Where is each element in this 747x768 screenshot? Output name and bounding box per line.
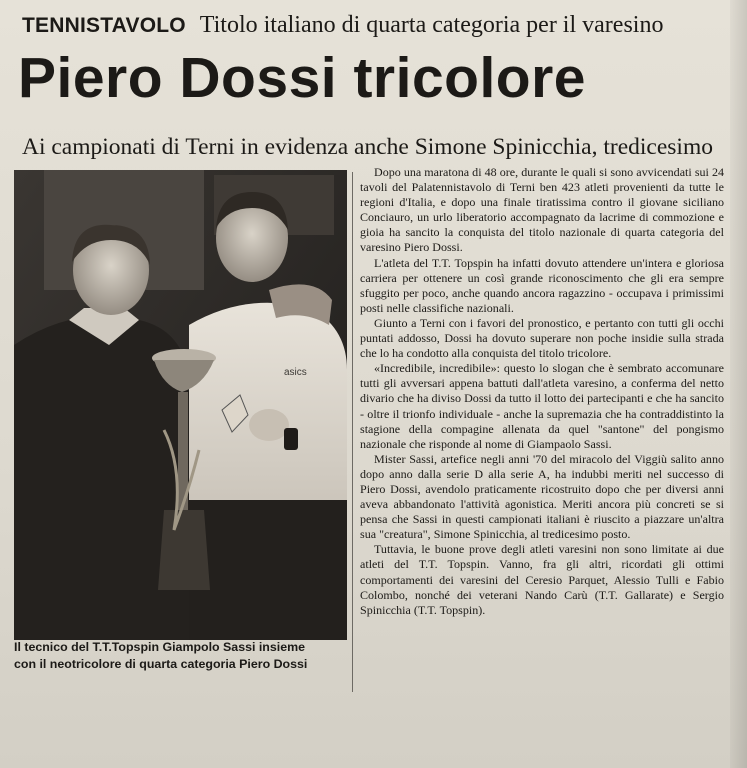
shirt-logo-text: asics xyxy=(284,367,307,378)
column-divider xyxy=(352,172,353,692)
article-photo xyxy=(14,170,347,640)
article-body xyxy=(360,165,724,618)
article-paragraph: Giunto a Terni con i favori del pronostico, e pertanto con tutti gli occhi puntati addosso, Dossi ha dovuto superare non poche insidie sulla strada che lo ha condotto alla conquista del titolo tricolore. xyxy=(360,315,724,361)
caption-line: con il neotricolore di quarta categoria Piero Dossi xyxy=(14,657,308,671)
article-paragraph: Tuttavia, le buone prove degli atleti varesini non sono limitate ai due atleti del T.T. Topspin. Vanno, fra gli altri, ricordati gli ottimi comportamenti dei varesini del Ceresio Parquet, Alessio Tulli e Fabio Colombo, nonché dei veterani Nando Carù (T.T. Gallarate) e Sergio Spinicchia (T.T. Topspin). xyxy=(360,542,724,617)
article-paragraph: L'atleta del T.T. Topspin ha infatti dovuto attendere un'intera e gloriosa carriera per ottenere un così grande riconoscimento che gli era sempre sfuggito per poco, anche quando ancora ragazzino - occupava i primissimi posti nelle classifiche nazionali. xyxy=(360,255,724,315)
caption-line: Il tecnico del T.T.Topspin Giampolo Sassi insieme xyxy=(14,640,306,654)
kicker-subtitle: Titolo italiano di quarta categoria per il varesino xyxy=(199,12,664,38)
photo-caption xyxy=(14,639,354,673)
article-paragraph: Dopo una maratona di 48 ore, durante le quali si sono avvicendati sui 24 tavoli del Palatennistavolo di Terni ben 423 atleti provenienti da tutte le regioni d'Italia, e dopo una finale tiratissima contro il giovane siciliano Conciauro, un urlo liberatorio accompagnato da lacrime di commozione e gioia ha sancito la conquista del titolo nazionale di quarta categoria del varesino Piero Dossi. xyxy=(360,165,724,255)
kicker-row xyxy=(22,12,722,46)
deck-subheadline: Ai campionati di Terni in evidenza anche Simone Spinicchia, tredicesimo xyxy=(22,134,713,160)
photo-illustration xyxy=(14,170,347,640)
headline: Piero Dossi tricolore xyxy=(18,46,587,110)
article-paragraph: Mister Sassi, artefice negli anni '70 del miracolo del Viggiù salito anno dopo anno dalla serie D alla serie A, ha indubbi meriti nel successo di Piero Dossi, avendolo praticamente ricostruito dopo che per diversi anni aveva abbandonato l'attività agonistica. Meriti ancora più concreti se si pensa che Sassi in questi campionati italiani è riuscito a piazzare un'altra sua "creatura", Simone Spinicchia, al tredicesimo posto. xyxy=(360,451,724,542)
paper-edge-shadow xyxy=(730,0,747,768)
article-paragraph: «Incredibile, incredibile»: questo lo slogan che è sembrato accomunare tutti gli avversari appena battuti dall'atleta varesino, a conferma del netto divario che ha diviso Dossi da tutto il lotto dei partecipanti e che ha sancito - oltre il trionfo individuale - anche la supremazia che ha contraddistinto la stagione della compagine allenata da quel "santone" del pongismo nazionale che risponde al nome di Giampaolo Sassi. xyxy=(360,361,724,451)
section-kicker: TENNISTAVOLO xyxy=(22,14,186,37)
